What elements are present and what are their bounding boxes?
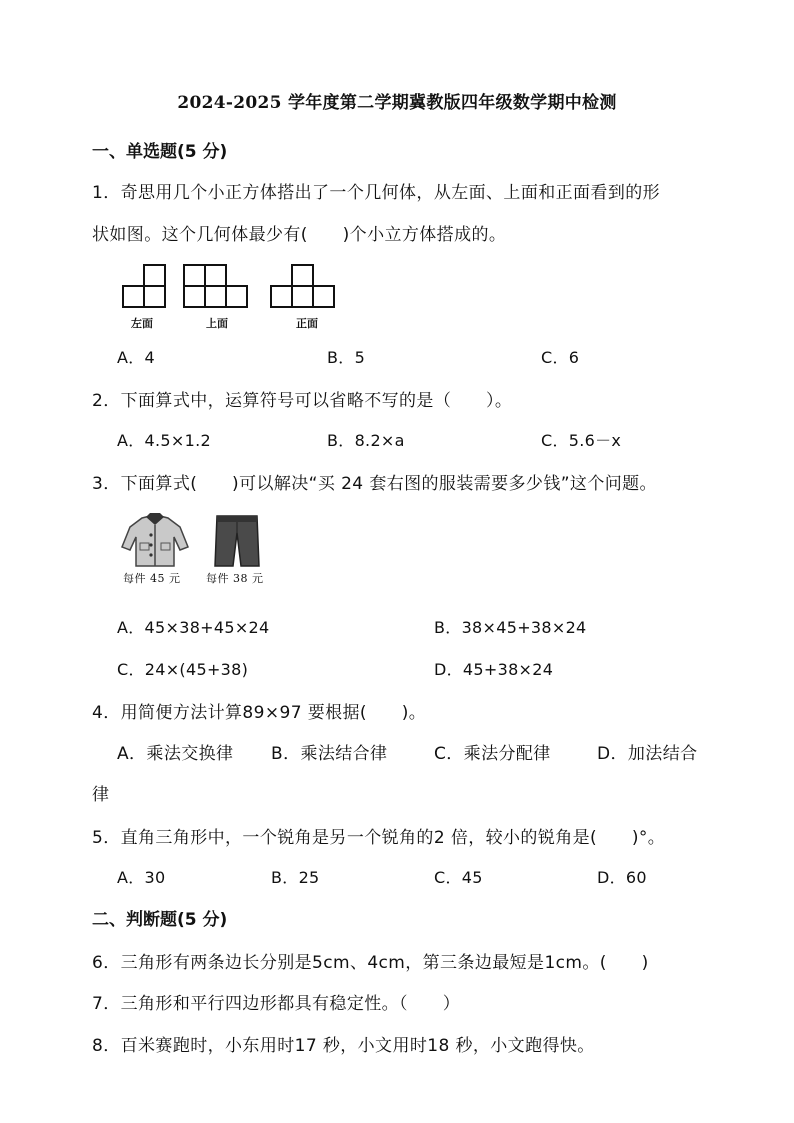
section-heading-single-choice: 一、单选题(5 分): [92, 142, 228, 162]
q5-option-c[interactable]: C．45: [434, 868, 483, 887]
jacket-image: [120, 513, 190, 568]
question-1-line-1: 1．奇思用几个小正方体搭出了一个几何体，从左面、上面和正面看到的形: [92, 183, 661, 203]
q5-option-d[interactable]: D．60: [597, 868, 647, 887]
top-view-drawing: [184, 265, 247, 307]
q3-option-b[interactable]: B．38×45+38×24: [434, 618, 587, 637]
q1-option-a[interactable]: A．4: [117, 348, 156, 367]
q4-option-a[interactable]: A．乘法交换律: [117, 744, 234, 764]
q1-option-c[interactable]: C．6: [541, 348, 580, 367]
question-5: 5．直角三角形中，一个锐角是另一个锐角的2 倍，较小的锐角是( )°。: [92, 828, 666, 848]
q4-option-b[interactable]: B．乘法结合律: [271, 744, 388, 764]
left-view-drawing: [123, 265, 165, 307]
view-label-left: 左面: [131, 317, 153, 330]
q5-option-a[interactable]: A．30: [117, 868, 166, 887]
page-title: 2024-2025 学年度第二学期冀教版四年级数学期中检测: [177, 93, 617, 113]
question-4: 4．用简便方法计算89×97 要根据( )。: [92, 703, 427, 723]
q4-option-c[interactable]: C．乘法分配律: [434, 744, 551, 764]
three-views-figure: [120, 262, 350, 317]
view-label-top: 上面: [206, 317, 228, 330]
q4-option-d[interactable]: D．加法结合: [597, 744, 698, 764]
q2-option-b[interactable]: B．8.2×a: [327, 431, 405, 450]
question-6: 6．三角形有两条边长分别是5cm、4cm，第三条边最短是1cm。( ): [92, 953, 649, 973]
q2-option-c[interactable]: C．5.6－x: [541, 431, 622, 450]
q5-option-b[interactable]: B．25: [271, 868, 320, 887]
question-3: 3．下面算式( )可以解决“买 24 套右图的服装需要多少钱”这个问题。: [92, 474, 657, 494]
jacket-price: 每件 45 元: [123, 572, 181, 585]
trousers-image: [212, 513, 262, 568]
question-2: 2．下面算式中，运算符号可以省略不写的是（ ）。: [92, 391, 513, 411]
front-view-drawing: [271, 265, 334, 307]
section-heading-true-false: 二、判断题(5 分): [92, 910, 228, 930]
q4-option-d-wrap: 律: [92, 785, 110, 805]
q3-option-c[interactable]: C．24×(45+38): [117, 660, 249, 679]
q3-option-a[interactable]: A．45×38+45×24: [117, 618, 270, 637]
q2-option-a[interactable]: A．4.5×1.2: [117, 431, 211, 450]
question-7: 7．三角形和平行四边形都具有稳定性。（ ）: [92, 994, 461, 1014]
trousers-price: 每件 38 元: [206, 572, 264, 585]
question-8: 8．百米赛跑时，小东用时17 秒，小文用时18 秒，小文跑得快。: [92, 1036, 595, 1056]
question-1-line-2: 状如图。这个几何体最少有( )个小立方体搭成的。: [92, 225, 507, 245]
view-label-front: 正面: [296, 317, 318, 330]
q1-option-b[interactable]: B．5: [327, 348, 366, 367]
q3-option-d[interactable]: D．45+38×24: [434, 660, 554, 679]
